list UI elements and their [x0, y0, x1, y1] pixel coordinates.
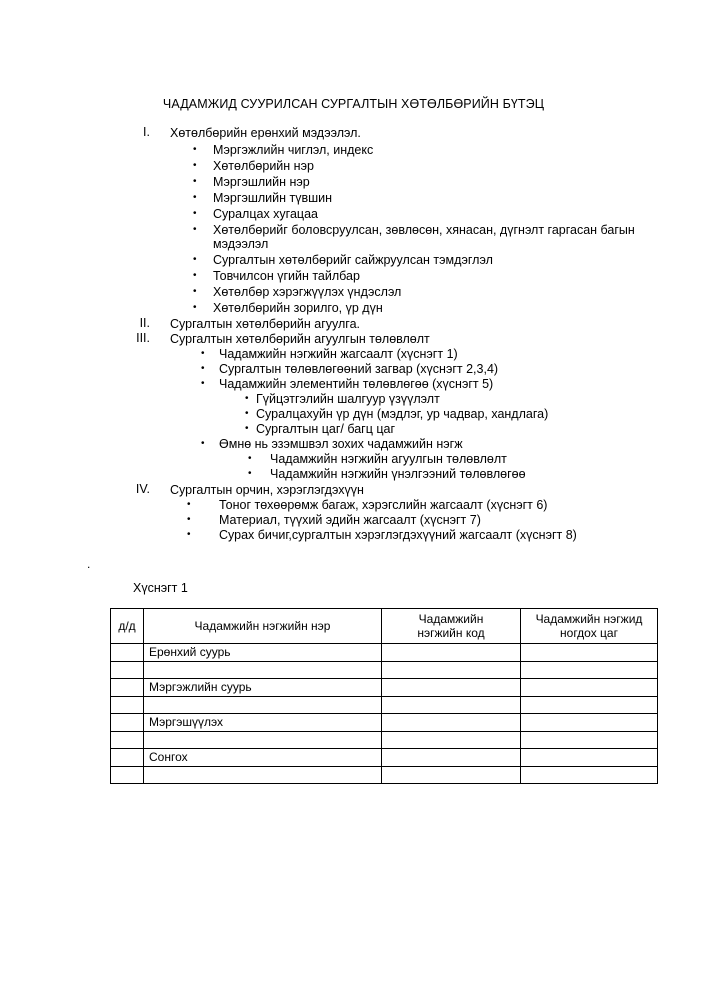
cell-text — [382, 680, 387, 694]
list-item: Гүйцэтгэлийн шалгуур үзүүлэлт — [256, 392, 440, 406]
table-row — [111, 679, 658, 697]
section-numeral: IV. — [135, 482, 150, 496]
bullet-icon: • — [193, 144, 197, 155]
list-item: мэдээлэл — [213, 237, 269, 251]
list-item: Мэргэшлийн түвшин — [213, 191, 333, 205]
section-heading: Хөтөлбөрийн ерөнхий мэдээлэл. — [170, 126, 361, 140]
bullet-icon: • — [201, 348, 205, 359]
bullet-icon: • — [193, 302, 197, 313]
table-cell — [111, 766, 144, 784]
bullet-icon: • — [193, 286, 197, 297]
list-item: Чадамжийн нэгжийн агуулгын төлөвлөлт — [270, 452, 507, 466]
cell-text — [111, 645, 116, 659]
cell-text: Сонгох — [149, 750, 188, 765]
cell-text — [382, 715, 387, 729]
cell-text: Мэргэшүүлэх — [149, 715, 224, 730]
table-cell — [144, 696, 382, 714]
list-item: Суралцах хугацаа — [213, 207, 318, 221]
header-unit-hours: Чадамжийн нэгжид ногдох цаг — [521, 609, 658, 644]
cell-text: Мэргэжлийн суурь — [149, 680, 252, 695]
bullet-icon: • — [193, 208, 197, 219]
header-number: д/д — [111, 609, 144, 644]
table-cell — [144, 644, 382, 662]
table-cell — [521, 696, 658, 714]
bullet-icon: • — [193, 270, 197, 281]
table-cell — [111, 661, 144, 679]
cell-text — [521, 645, 526, 659]
cell-text — [111, 750, 116, 764]
section-heading: Сургалтын орчин, хэрэглэгдэхүүн — [170, 483, 364, 497]
list-item: Сурах бичиг,сургалтын хэрэглэгдэхүүний жагсаалт (хүснэгт 8) — [219, 528, 577, 542]
cell-text — [111, 698, 116, 712]
table-cell — [144, 661, 382, 679]
table-cell — [111, 644, 144, 662]
list-item: Чадамжийн нэгжийн жагсаалт (хүснэгт 1) — [219, 347, 458, 361]
table-cell — [144, 749, 382, 767]
table-cell — [382, 661, 521, 679]
table-cell — [144, 766, 382, 784]
list-item: Суралцахуйн үр дүн (мэдлэг, ур чадвар, хандлага) — [256, 407, 549, 421]
table-row — [111, 766, 658, 784]
table-cell — [382, 766, 521, 784]
table-cell — [382, 749, 521, 767]
list-item: Сургалтын хөтөлбөрийг сайжруулсан тэмдэглэл — [213, 253, 493, 267]
list-item: Хөтөлбөрийн зорилго, үр дүн — [213, 301, 383, 315]
list-item: Мэргэжлийн чиглэл, индекс — [213, 143, 374, 157]
cell-text — [521, 715, 526, 729]
table-cell — [382, 679, 521, 697]
list-item: Сургалтын төлөвлөгөөний загвар (хүснэгт 2,3,4) — [219, 362, 499, 376]
cell-text — [382, 698, 387, 712]
bullet-icon: • — [201, 438, 205, 449]
list-item: Хөтөлбөр хэрэгжүүлэх үндэслэл — [213, 285, 402, 299]
table-cell — [382, 714, 521, 732]
table-cell — [144, 731, 382, 749]
bullet-icon: • — [187, 529, 191, 540]
bullet-icon: • — [248, 468, 252, 479]
list-item: Товчилсон үгийн тайлбар — [213, 269, 360, 283]
table-header-row — [111, 609, 658, 644]
list-item: Хөтөлбөрийн нэр — [213, 159, 314, 173]
cell-text — [111, 715, 116, 729]
list-item: Материал, түүхий эдийн жагсаалт (хүснэгт 7) — [219, 513, 481, 527]
table-row — [111, 731, 658, 749]
cell-text — [111, 680, 116, 694]
bullet-icon: • — [201, 363, 205, 374]
list-item: Мэргэшлийн нэр — [213, 175, 310, 189]
cell-text: Ерөнхий суурь — [149, 645, 231, 660]
table-cell — [111, 679, 144, 697]
list-item: Чадамжийн элементийн төлөвлөгөө (хүснэгт 5) — [219, 377, 494, 391]
bullet-icon: • — [245, 393, 249, 404]
table-caption: Хүснэгт 1 — [133, 581, 188, 595]
table-row — [111, 661, 658, 679]
cell-text — [144, 698, 149, 712]
table-cell — [382, 696, 521, 714]
bullet-icon: • — [193, 254, 197, 265]
bullet-icon: • — [193, 224, 197, 235]
page-title: ЧАДАМЖИД СУУРИЛСАН СУРГАЛТЫН ХӨТӨЛБӨРИЙН БҮТЭЦ — [162, 97, 545, 111]
cell-text — [111, 663, 116, 677]
table-cell — [521, 644, 658, 662]
header-unit-code: Чадамжийн нэгжийн код — [382, 609, 521, 644]
bullet-icon: • — [201, 378, 205, 389]
table-cell — [521, 731, 658, 749]
table-cell — [111, 731, 144, 749]
competency-units-table — [110, 608, 658, 784]
bullet-icon: • — [245, 408, 249, 419]
section-numeral: I. — [143, 125, 150, 139]
table-row — [111, 644, 658, 662]
list-item: Өмнө нь эзэмшвэл зохих чадамжийн нэгж — [219, 437, 463, 451]
bullet-icon: • — [248, 453, 252, 464]
table-cell — [382, 731, 521, 749]
cell-text — [521, 768, 526, 782]
table-row — [111, 714, 658, 732]
bullet-icon: • — [245, 423, 249, 434]
header-unit-name: Чадамжийн нэгжийн нэр — [144, 609, 382, 644]
cell-text — [144, 663, 149, 677]
table-cell — [521, 714, 658, 732]
bullet-icon: • — [187, 514, 191, 525]
cell-text — [382, 663, 387, 677]
table-cell — [521, 766, 658, 784]
bullet-icon: • — [193, 160, 197, 171]
table-cell — [521, 749, 658, 767]
list-item: Сургалтын цаг/ багц цаг — [256, 422, 396, 436]
cell-text — [111, 733, 116, 747]
bullet-icon: • — [193, 176, 197, 187]
section-numeral: III. — [136, 331, 150, 345]
table-cell — [111, 696, 144, 714]
cell-text — [521, 733, 526, 747]
cell-text — [521, 698, 526, 712]
table-cell — [144, 679, 382, 697]
bullet-icon: • — [193, 192, 197, 203]
table-cell — [521, 661, 658, 679]
cell-text — [382, 645, 387, 659]
table-row — [111, 749, 658, 767]
stray-mark: . — [87, 557, 91, 571]
cell-text — [521, 663, 526, 677]
cell-text — [521, 680, 526, 694]
table-cell — [111, 749, 144, 767]
section-heading: Сургалтын хөтөлбөрийн агуулгын төлөвлөлт — [170, 332, 430, 346]
list-item: Тоног төхөөрөмж багаж, хэрэгслийн жагсаалт (хүснэгт 6) — [219, 498, 548, 512]
section-heading: Сургалтын хөтөлбөрийн агуулга. — [170, 317, 361, 331]
table-cell — [144, 714, 382, 732]
cell-text — [111, 768, 116, 782]
cell-text — [382, 733, 387, 747]
list-item: Чадамжийн нэгжийн үнэлгээний төлөвлөгөө — [270, 467, 526, 481]
bullet-icon: • — [187, 499, 191, 510]
cell-text — [144, 733, 149, 747]
cell-text — [144, 768, 149, 782]
section-numeral: II. — [139, 316, 150, 330]
table-row — [111, 696, 658, 714]
cell-text — [382, 750, 387, 764]
cell-text — [382, 768, 387, 782]
table-cell — [521, 679, 658, 697]
list-item: Хөтөлбөрийг боловсруулсан, зөвлөсөн, хянасан, дүгнэлт гаргасан багын — [213, 223, 635, 237]
table-cell — [382, 644, 521, 662]
table-cell — [111, 714, 144, 732]
cell-text — [521, 750, 526, 764]
